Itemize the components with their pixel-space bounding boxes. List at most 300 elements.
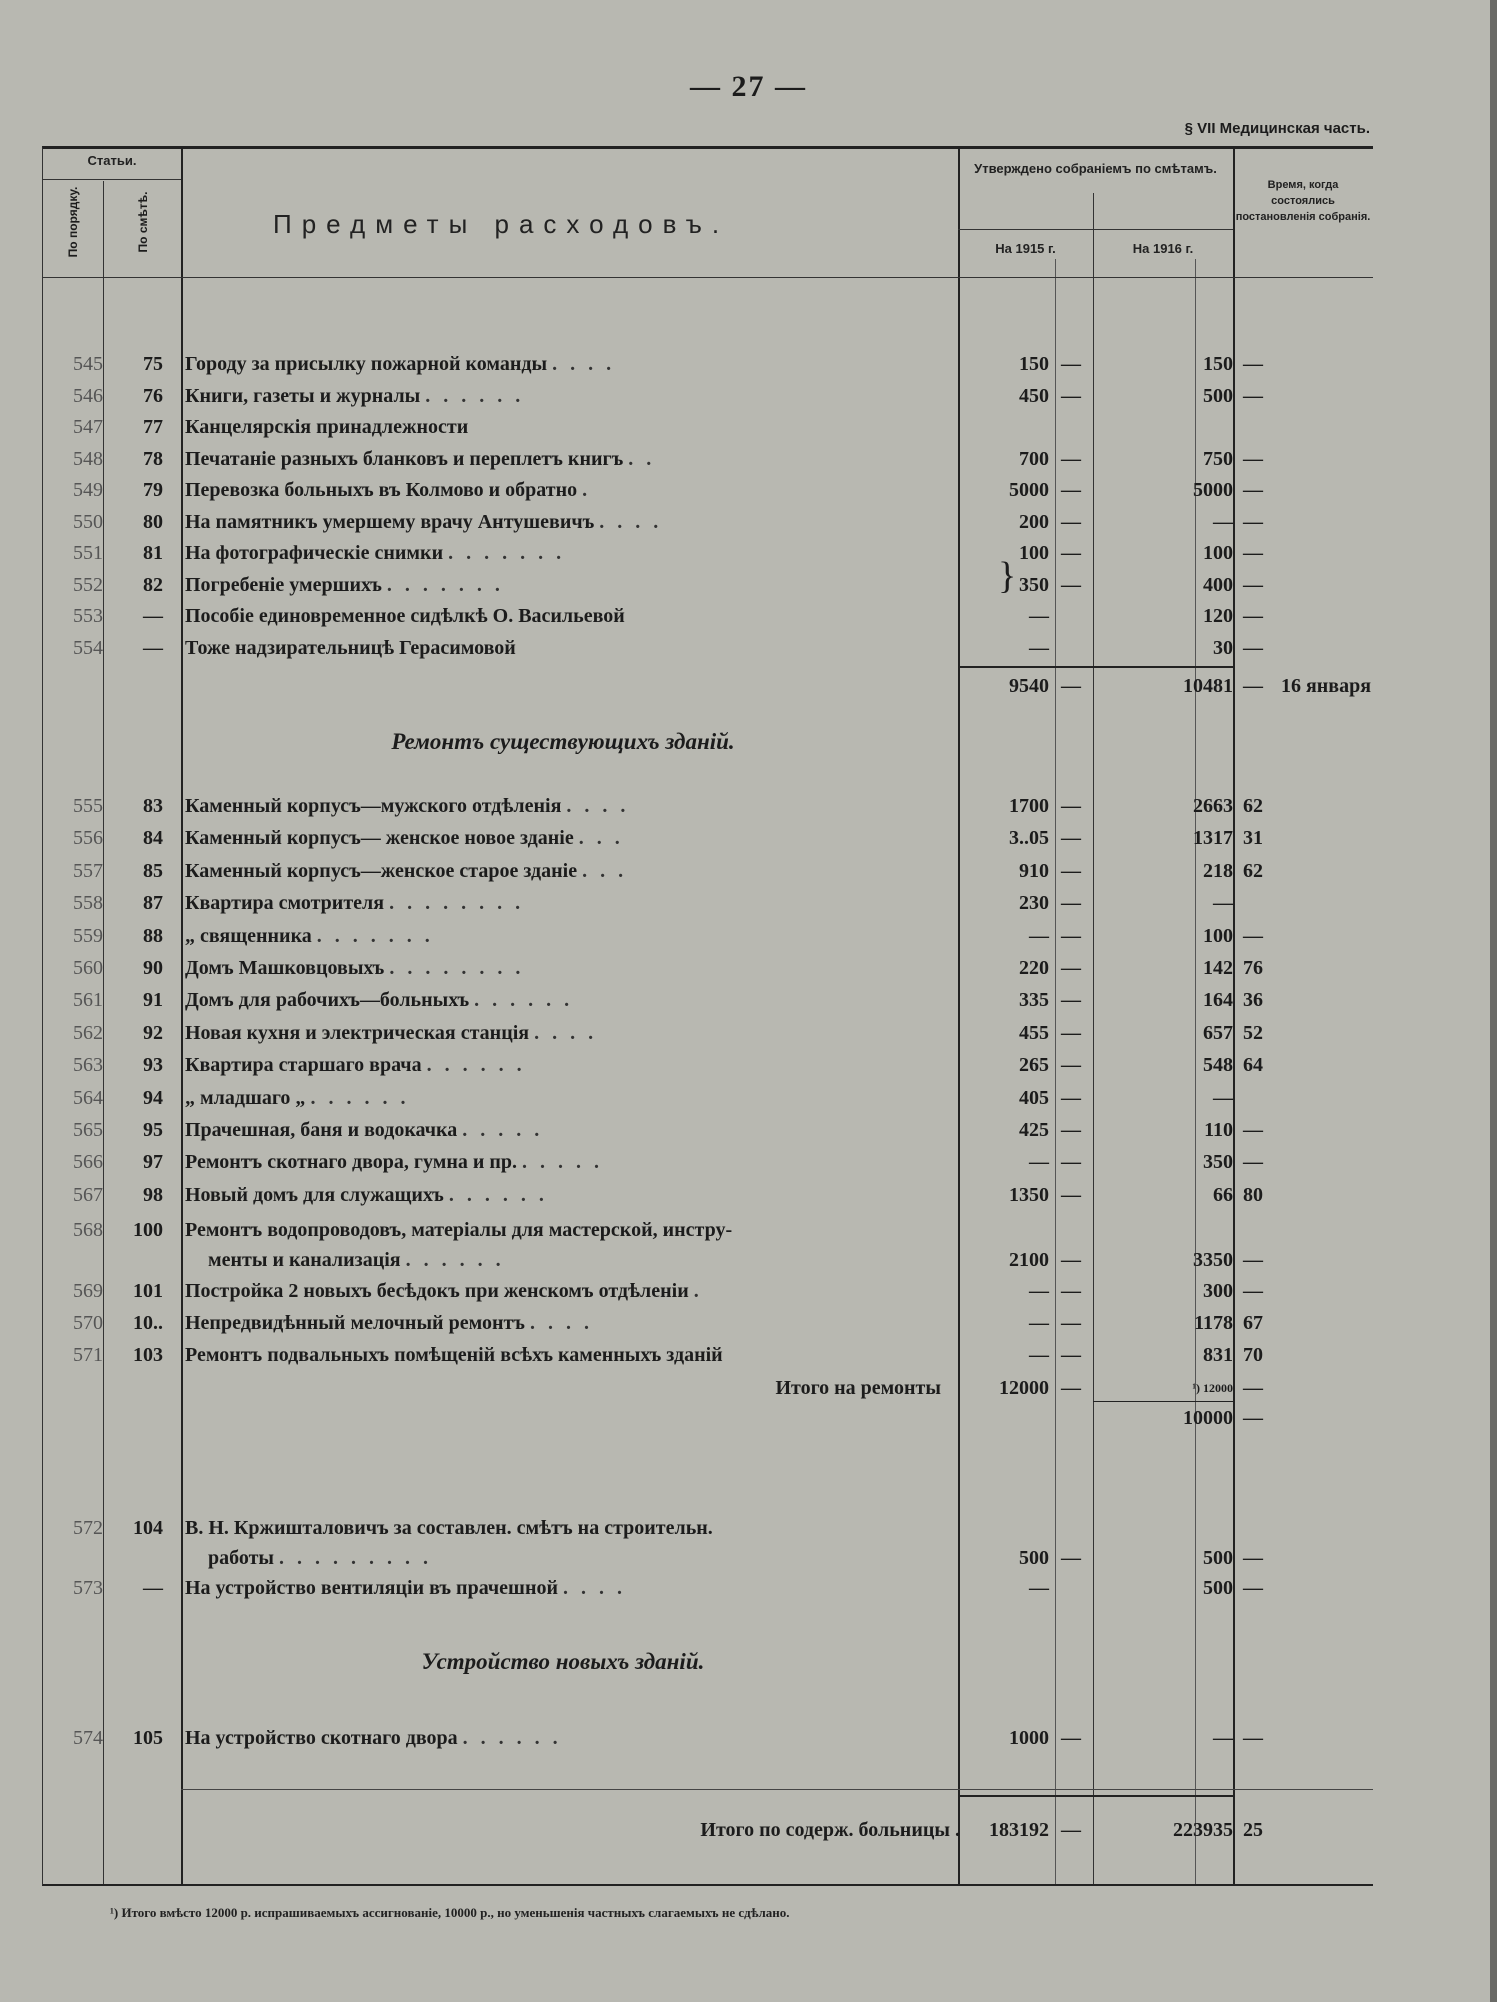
- kop-1916: —: [1243, 605, 1263, 627]
- item-text: [185, 444, 985, 474]
- total-1916: 10481: [1183, 675, 1233, 697]
- kop-1915: —: [1061, 1183, 1081, 1206]
- leader-dots: .: [582, 479, 592, 501]
- amount-1915: 500: [1019, 1547, 1049, 1569]
- kop-1916: 31: [1243, 827, 1263, 850]
- order-number: 570: [73, 1312, 103, 1334]
- total-row-hospital: [43, 1815, 1373, 1845]
- item-text: [185, 633, 985, 663]
- estimate-number: 92: [143, 1021, 163, 1044]
- amount-1916: 120: [1203, 605, 1233, 627]
- table-row: [43, 856, 1373, 886]
- total-repairs-1915: 12000: [999, 1377, 1049, 1399]
- estimate-number: 100: [133, 1219, 163, 1241]
- amount-1915: —: [1029, 1151, 1049, 1174]
- kop-1916: 52: [1243, 1021, 1263, 1044]
- kop-1916: —: [1243, 924, 1263, 947]
- table-row: [43, 1050, 1373, 1080]
- table-row: [43, 570, 1373, 600]
- estimate-number: 79: [143, 479, 163, 501]
- table-row: [43, 1573, 1373, 1603]
- item-label: Канцелярскія принадлежности: [185, 416, 469, 438]
- amount-1916: 164: [1203, 989, 1233, 1012]
- item-label: Городу за присылку пожарной команды: [185, 353, 548, 375]
- item-text: [185, 601, 985, 631]
- amount-1916: 1317: [1193, 827, 1233, 850]
- table-row: [43, 633, 1373, 663]
- total-hospital-1915: 183192: [989, 1819, 1049, 1841]
- item-text: [185, 953, 985, 983]
- total-row-general: [43, 671, 1373, 701]
- kop-1915: —: [1061, 827, 1081, 850]
- amount-1916: 657: [1203, 1021, 1233, 1044]
- estimate-number: 75: [143, 353, 163, 375]
- header-rule: [43, 277, 1373, 278]
- kop-1915: —: [1061, 573, 1081, 596]
- kop-1916: —: [1243, 479, 1263, 501]
- item-label: Пособіе единовременное сидѣлкѣ О. Васильевой: [185, 605, 625, 627]
- kop-1915: —: [1061, 1119, 1081, 1141]
- leader-dots: . . . . . . .: [386, 573, 504, 596]
- item-text-line2: работы . . . . . . . . .: [208, 1547, 433, 1569]
- brace-mark: }: [998, 555, 1017, 597]
- item-text: [185, 349, 985, 379]
- sum-rule: [958, 1795, 1233, 1797]
- kop-1916: 80: [1243, 1183, 1263, 1206]
- amount-1916: 218: [1203, 859, 1233, 882]
- item-text: [185, 570, 985, 600]
- item-label: Домъ Машковцовыхъ: [185, 957, 385, 979]
- amount-1915: 405: [1019, 1086, 1049, 1109]
- order-number: 555: [73, 795, 103, 817]
- item-text: [185, 856, 985, 886]
- total-row-repairs: [43, 1373, 1373, 1403]
- estimate-number: 101: [133, 1280, 163, 1302]
- amount-1915: —: [1029, 636, 1049, 659]
- estimate-number: 87: [143, 892, 163, 915]
- amount-1916: 3350: [1193, 1249, 1233, 1271]
- kop-1915: —: [1061, 989, 1081, 1012]
- order-number: 560: [73, 957, 103, 979]
- table-row: [43, 412, 1373, 442]
- item-text: [185, 475, 985, 505]
- item-text: В. Н. Кржишталовичъ за составлен. смѣтъ на строительн.: [185, 1517, 713, 1539]
- header-1915: На 1915 г.: [995, 241, 1056, 256]
- amount-1915: 350: [1019, 573, 1049, 596]
- amount-1915: 1000: [1009, 1727, 1049, 1749]
- kop-1915: —: [1061, 1249, 1081, 1271]
- item-label: „ младшаго „: [185, 1086, 306, 1109]
- kop-1915: —: [1061, 1727, 1081, 1749]
- order-number: 573: [73, 1577, 103, 1599]
- item-label: Квартира старшаго врача: [185, 1054, 422, 1077]
- table-row: [43, 1340, 1373, 1370]
- order-number: 551: [73, 542, 103, 564]
- amount-1916: 100: [1203, 924, 1233, 947]
- kop-1916: 67: [1243, 1312, 1263, 1334]
- amount-1916: 5000: [1193, 479, 1233, 501]
- amount-1915: —: [1029, 605, 1049, 627]
- item-label: Каменный корпусъ—женское старое зданіе: [185, 859, 578, 882]
- amount-1916: 1178: [1194, 1312, 1233, 1334]
- order-number: 568: [73, 1219, 103, 1241]
- order-number: 554: [73, 636, 103, 659]
- kop-1915: [1053, 1573, 1089, 1603]
- kop-1916: 64: [1243, 1054, 1263, 1077]
- item-label: Тоже надзирательницѣ Герасимовой: [185, 636, 516, 659]
- leader-dots: .: [693, 1280, 703, 1302]
- amount-1915: 1700: [1009, 795, 1049, 817]
- item-label: Прачешная, баня и водокачка: [185, 1119, 458, 1141]
- item-label: Непредвидѣнный мелочный ремонтъ: [185, 1312, 525, 1334]
- kop-1916: 36: [1243, 989, 1263, 1012]
- amount-1916: 300: [1203, 1280, 1233, 1302]
- amount-1915: —: [1029, 1312, 1049, 1334]
- kop-1916: 70: [1243, 1344, 1263, 1366]
- kop-1915: [1053, 633, 1089, 663]
- table-row: [43, 921, 1373, 951]
- item-text: [185, 507, 985, 537]
- amount-1916: 100: [1203, 542, 1233, 564]
- table-row: [43, 601, 1373, 631]
- kop-1916: —: [1243, 510, 1263, 533]
- amount-1916: 400: [1203, 573, 1233, 596]
- estimate-number: 10..: [133, 1312, 163, 1334]
- item-label: Каменный корпусъ— женское новое зданіе: [185, 827, 574, 850]
- amount-1915: 700: [1019, 447, 1049, 470]
- item-label: Книги, газеты и журналы: [185, 384, 421, 407]
- estimate-number: 93: [143, 1054, 163, 1077]
- leader-dots: . . . . . .: [426, 1054, 526, 1077]
- kop-1916: 62: [1243, 795, 1263, 817]
- leader-dots: . . . .: [529, 1312, 593, 1334]
- kop-1916: —: [1243, 636, 1263, 659]
- leader-dots: . . . . . . . .: [389, 892, 525, 915]
- order-number: 550: [73, 510, 103, 533]
- order-number: 558: [73, 892, 103, 915]
- amount-1916: 350: [1203, 1151, 1233, 1174]
- kop-1916: —: [1243, 542, 1263, 564]
- kop-1916: [1237, 888, 1269, 918]
- amount-1915: 200: [1019, 510, 1049, 533]
- table-row: [43, 1147, 1373, 1177]
- total-hospital-label: Итого по содерж. больницы .: [700, 1819, 960, 1841]
- table-row: [43, 888, 1373, 918]
- total-1915: 9540: [1009, 675, 1049, 697]
- sum-rule: [1093, 1401, 1233, 1402]
- kop-1915: —: [1061, 924, 1081, 947]
- item-text: [185, 538, 985, 568]
- order-number: 559: [73, 924, 103, 947]
- kop-1915: —: [1061, 1344, 1081, 1366]
- table-row: [43, 1180, 1373, 1210]
- kop-1915: —: [1061, 957, 1081, 979]
- total-repairs-label: Итого на ремонты: [775, 1377, 941, 1399]
- amount-1915: 100: [1019, 542, 1049, 564]
- item-label: Перевозка больныхъ въ Колмово и обратно: [185, 479, 578, 501]
- amount-1915: 455: [1019, 1021, 1049, 1044]
- kop-1915: —: [1061, 795, 1081, 817]
- leader-dots: . . . . . .: [310, 1086, 410, 1109]
- amount-1915: 220: [1019, 957, 1049, 979]
- estimate-number: 84: [143, 827, 163, 850]
- table-row: [43, 823, 1373, 853]
- item-label: Ремонтъ подвальныхъ помѣщеній всѣхъ каменныхъ зданій: [185, 1344, 723, 1366]
- estimate-number: 83: [143, 795, 163, 817]
- kop-1915: —: [1061, 892, 1081, 915]
- estimate-number: 85: [143, 859, 163, 882]
- total-repairs-1915-kop: —: [1061, 1377, 1081, 1399]
- sum-rule: [958, 666, 1233, 668]
- item-text: [185, 921, 985, 951]
- estimate-number: 90: [143, 957, 163, 979]
- header-by-estimate: По смѣтѣ.: [136, 191, 150, 253]
- item-label: Домъ для рабочихъ—больныхъ: [185, 989, 470, 1012]
- order-number: 569: [73, 1280, 103, 1302]
- subheading-new-buildings: Устройство новыхъ зданій.: [421, 1649, 705, 1674]
- leader-dots: . . . . .: [522, 1151, 604, 1174]
- total-1916-kop: —: [1243, 675, 1263, 697]
- order-number: 561: [73, 989, 103, 1012]
- kop-1916: —: [1243, 573, 1263, 596]
- kop-1916: —: [1243, 1151, 1263, 1174]
- amount-1915: 425: [1019, 1119, 1049, 1141]
- kop-1915: —: [1061, 1280, 1081, 1302]
- estimate-number: 94: [143, 1086, 163, 1109]
- total-hospital-1916: 223935: [1173, 1819, 1233, 1841]
- item-label: Каменный корпусъ—мужского отдѣленія: [185, 795, 562, 817]
- item-text: [185, 1147, 985, 1177]
- item-text: [185, 1115, 985, 1145]
- order-number: 562: [73, 1021, 103, 1044]
- table-row: [43, 1215, 1373, 1245]
- section-heading: § VII Медицинская часть.: [1184, 120, 1370, 137]
- amount-1916: 500: [1203, 1547, 1233, 1569]
- estimate-number: 80: [143, 510, 163, 533]
- table-row: [43, 1723, 1373, 1753]
- estimate-number: 81: [143, 542, 163, 564]
- kop-1915: —: [1061, 1054, 1081, 1077]
- header-by-order: По порядку.: [66, 186, 80, 258]
- amount-1915: —: [1029, 924, 1049, 947]
- item-text: [185, 1018, 985, 1048]
- item-label: Новая кухня и электрическая станція: [185, 1021, 530, 1044]
- kop-1915: —: [1061, 1312, 1081, 1334]
- item-text: Ремонтъ водопроводовъ, матеріалы для мастерской, инстру-: [185, 1219, 733, 1241]
- kop-1915: —: [1061, 479, 1081, 501]
- item-text: [185, 1050, 985, 1080]
- leader-dots: . . . .: [552, 353, 616, 375]
- header-approved: Утверждено собраніемъ по смѣтамъ.: [974, 161, 1217, 176]
- table-row: [43, 444, 1373, 474]
- item-text: На устройство вентиляціи въ прачешной . . . .: [185, 1577, 626, 1599]
- order-number: 565: [73, 1119, 103, 1141]
- kop-1915: —: [1061, 1021, 1081, 1044]
- kop-1915: —: [1061, 384, 1081, 407]
- kop-1915: —: [1061, 447, 1081, 470]
- order-number: 547: [73, 416, 103, 438]
- kop-1915: —: [1061, 1086, 1081, 1109]
- item-label: На фотографическіе снимки: [185, 542, 444, 564]
- item-text: [185, 381, 985, 411]
- kop-1916: 62: [1243, 859, 1263, 882]
- order-number: 548: [73, 447, 103, 470]
- estimate-number: 103: [133, 1344, 163, 1366]
- item-text: На устройство скотнаго двора . . . . . .: [185, 1727, 562, 1749]
- amount-1916: —: [1213, 1727, 1233, 1749]
- amount-1915: 450: [1019, 384, 1049, 407]
- total-hospital-1915-kop: —: [1061, 1819, 1081, 1841]
- leader-dots: . . . .: [534, 1021, 598, 1044]
- item-text: [185, 1276, 985, 1306]
- kop-1916: [1237, 1083, 1269, 1113]
- total-repairs-1916-kop: —: [1243, 1407, 1263, 1429]
- leader-dots: . . . .: [566, 795, 630, 817]
- amount-1916: —: [1213, 892, 1233, 915]
- amount-1915: 265: [1019, 1054, 1049, 1077]
- kop-1915: —: [1061, 353, 1081, 375]
- kop-1915: —: [1061, 510, 1081, 533]
- order-number: 567: [73, 1183, 103, 1206]
- order-number: 566: [73, 1151, 103, 1174]
- estimate-number: —: [143, 605, 163, 627]
- total-repairs-note: ¹) 12000: [1192, 1381, 1233, 1395]
- estimate-number: 104: [133, 1517, 163, 1539]
- table-row: [43, 507, 1373, 537]
- kop-1916: —: [1243, 1280, 1263, 1302]
- amount-1915: 335: [1019, 989, 1049, 1012]
- item-text: [185, 888, 985, 918]
- amount-1915: 1350: [1009, 1183, 1049, 1206]
- total-hospital-1916-kop: 25: [1243, 1819, 1263, 1841]
- header-items-title: Предметы расходовъ.: [273, 209, 730, 239]
- order-number: 557: [73, 859, 103, 882]
- amount-1915: 230: [1019, 892, 1049, 915]
- table-row-continuation: [43, 1543, 1373, 1573]
- table-row: [43, 475, 1373, 505]
- leader-dots: . . .: [578, 827, 624, 850]
- leader-dots: . . . . . .: [474, 989, 574, 1012]
- kop-1916: —: [1243, 1249, 1263, 1271]
- header-rule: [958, 229, 1233, 230]
- order-number: 553: [73, 605, 103, 627]
- header-1916: На 1916 г.: [1132, 241, 1194, 256]
- amount-1916: 110: [1204, 1119, 1233, 1141]
- amount-1915: —: [1029, 1344, 1049, 1366]
- item-label: Новый домъ для служащихъ: [185, 1183, 444, 1206]
- order-number: 563: [73, 1054, 103, 1077]
- amount-1916: —: [1213, 510, 1233, 533]
- leader-dots: . . . . . .: [448, 1183, 548, 1206]
- leader-dots: . . . . . . .: [448, 542, 566, 564]
- total-1915-kop: —: [1061, 675, 1081, 697]
- estimate-number: 97: [143, 1151, 163, 1174]
- amount-1915: 5000: [1009, 479, 1049, 501]
- amount-1916: 500: [1203, 384, 1233, 407]
- table-row: [43, 538, 1373, 568]
- header-rule: [43, 179, 181, 180]
- expense-table: [42, 146, 1373, 1886]
- item-label: Погребеніе умершихъ: [185, 573, 382, 596]
- estimate-number: 98: [143, 1183, 163, 1206]
- item-text-line2: менты и канализація . . . . . .: [208, 1249, 505, 1271]
- sum-rule: [181, 1789, 1373, 1790]
- item-text: [185, 1180, 985, 1210]
- footnote: ¹) Итого вмѣсто 12000 р. испрашиваемыхъ ассигнованіе, 10000 р., но уменьшенія частныхъ слагаемыхъ не сдѣлано.: [110, 1905, 790, 1920]
- kop-1915: —: [1061, 542, 1081, 564]
- amount-1915: —: [1029, 1280, 1049, 1302]
- table-row-continuation: [43, 1245, 1373, 1275]
- kop-1915: —: [1061, 1547, 1081, 1569]
- table-row: [43, 953, 1373, 983]
- amount-1915: 3..05: [1009, 827, 1049, 850]
- kop-1916: [1237, 412, 1269, 442]
- estimate-number: 76: [143, 384, 163, 407]
- leader-dots: . .: [628, 447, 656, 470]
- estimate-number: 105: [133, 1727, 163, 1749]
- order-number: 572: [73, 1517, 103, 1539]
- item-text: [185, 1340, 985, 1370]
- header-articles: Статьи.: [87, 153, 137, 168]
- leader-dots: . . . . .: [462, 1119, 544, 1141]
- kop-1915: [1053, 412, 1089, 442]
- leader-dots: . . . . . . . .: [389, 957, 525, 979]
- estimate-number: 88: [143, 924, 163, 947]
- amount-1916: [1093, 412, 1233, 442]
- leader-dots: . . . . . .: [425, 384, 525, 407]
- kop-1916: —: [1243, 1547, 1263, 1569]
- leader-dots: . . .: [582, 859, 628, 882]
- amount-1916: 2663: [1193, 795, 1233, 817]
- item-text: [185, 1083, 985, 1113]
- amount-1916: 831: [1203, 1344, 1233, 1366]
- item-label: Печатаніе разныхъ бланковъ и переплетъ книгъ: [185, 447, 624, 470]
- kop-1916: —: [1243, 1727, 1263, 1749]
- kop-1916: 76: [1243, 957, 1263, 979]
- leader-dots: . . . . . . .: [316, 924, 434, 947]
- amount-1915: 150: [1019, 353, 1049, 375]
- table-row: [43, 1513, 1373, 1543]
- item-text: [185, 412, 985, 442]
- item-label: Постройка 2 новыхъ бесѣдокъ при женскомъ отдѣленіи: [185, 1280, 689, 1302]
- estimate-number: —: [143, 636, 163, 659]
- kop-1915: —: [1061, 1151, 1081, 1174]
- item-text: [185, 791, 985, 821]
- order-number: 556: [73, 827, 103, 850]
- amount-1916: 150: [1203, 353, 1233, 375]
- amount-1916: —: [1213, 1086, 1233, 1109]
- item-label: На памятникъ умершему врачу Антушевичъ: [185, 510, 595, 533]
- order-number: 574: [73, 1727, 103, 1749]
- order-number: 571: [73, 1344, 103, 1366]
- header-time: Время, когда состоялись постановленія собранія.: [1235, 179, 1371, 223]
- amount-1916: 66: [1213, 1183, 1233, 1206]
- order-number: 552: [73, 573, 103, 596]
- table-row: [43, 1308, 1373, 1338]
- decision-date: 16 января: [1280, 675, 1372, 697]
- kop-1916: —: [1243, 1577, 1263, 1599]
- estimate-number: —: [143, 1577, 163, 1599]
- total-row-repairs-corrected: [43, 1403, 1373, 1433]
- table-row: [43, 1018, 1373, 1048]
- page-number: — 27 —: [690, 70, 807, 103]
- table-row: [43, 1115, 1373, 1145]
- kop-1916: —: [1243, 384, 1263, 407]
- estimate-number: 82: [143, 573, 163, 596]
- estimate-number: 91: [143, 989, 163, 1012]
- kop-1915: —: [1061, 859, 1081, 882]
- amount-1916: 500: [1203, 1577, 1233, 1599]
